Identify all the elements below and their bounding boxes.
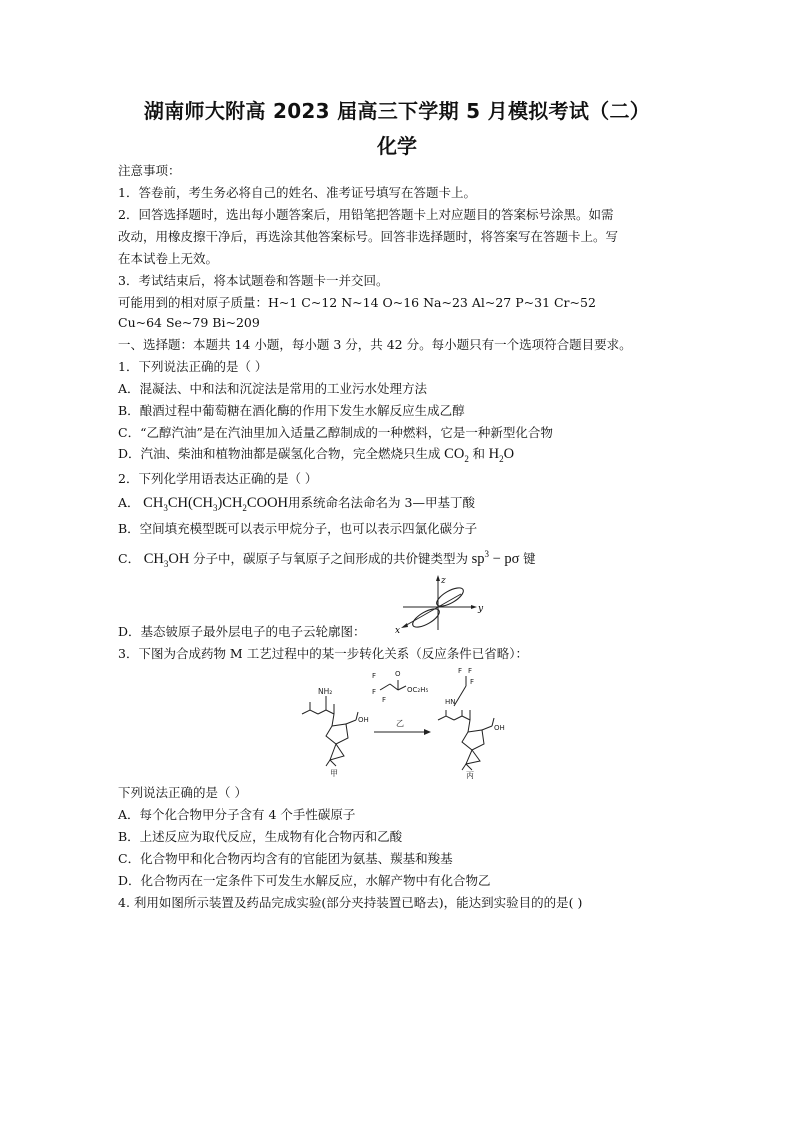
orbital-lobe-lower [410, 605, 442, 630]
compound-jia-label: 甲 [330, 769, 338, 778]
q3-option-a: A．每个化合物甲分子含有 4 个手性碳原子 [118, 807, 356, 822]
x-axis-label: x [395, 626, 401, 634]
x-arrow [401, 623, 408, 628]
notice-item-2-line-2: 改动，用橡皮擦干净后，再选涂其他答案标号。回答非选择题时，将答案写在答题卡上。写 [118, 229, 619, 244]
q2-option-b: B．空间填充模型既可以表示甲烷分子，也可以表示四氯化碳分子 [118, 521, 478, 536]
notice-item-2-line-1: 2．回答选择题时，选出每小题答案后，用铅笔把答题卡上对应题目的答案标号涂黑。如需 [118, 207, 614, 222]
q2-option-a: A． $CH_3CH(CH_3)CH_2COOH$用系统命名法命名为 3—甲基丁酸 [118, 495, 475, 513]
q1-option-d: D．汽油、柴油和植物油都是碳氢化合物，完全燃烧只生成 $CO_2$ 和 $H_2O$ [118, 446, 515, 464]
notice-header: 注意事项： [118, 163, 181, 178]
notice-item-2-line-3: 在本试卷上无效。 [118, 251, 219, 266]
z-arrow [436, 575, 440, 581]
amino-label: NH₂ [318, 687, 333, 696]
q2-option-c: C． $CH_3OH$ 分子中，碳原子与氧原子之间形成的共价键类型为 $sp^3 - p\sigma$ 键 [118, 549, 536, 569]
orbital-lobe-upper [434, 584, 466, 609]
compound-jia [302, 696, 358, 766]
q2-stem: 2．下列化学用语表达正确的是（ ） [118, 471, 318, 486]
compound-bing [438, 676, 494, 770]
q3-stem: 3．下图为合成药物 M 工艺过程中的某一步转化关系（反应条件已省略）： [118, 646, 528, 661]
cf3-f3: F [470, 678, 475, 686]
notice-item-1: 1．答卷前，考生务必将自己的姓名、准考证号填写在答题卡上。 [118, 185, 476, 200]
atomic-masses-line-2: Cu~64 Se~79 Bi~209 [118, 315, 260, 330]
q3-option-d: D．化合物丙在一定条件下可发生水解反应，水解产物中有化合物乙 [118, 873, 491, 888]
q1-stem: 1．下列说法正确的是（ ） [118, 359, 268, 374]
reagent-o: O [395, 670, 401, 678]
reagent-f2: F [372, 688, 377, 696]
p-orbital-diagram [395, 574, 487, 634]
cf3-f2: F [468, 667, 473, 675]
q2-option-d: D．基态铍原子最外层电子的电子云轮廓图： [118, 624, 366, 639]
acid-oh-label-bing: OH [494, 724, 505, 732]
q4-stem: 4. 利用如图所示装置及药品完成实验(部分夹持装置已略去)，能达到实验目的的是( ) [118, 895, 583, 910]
y-axis-label: y [478, 604, 484, 614]
reagent-f1: F [372, 672, 377, 680]
reagent-f3: F [382, 696, 387, 704]
reaction-arrowhead [424, 729, 431, 735]
reagent-yi [380, 680, 406, 690]
q1-option-a: A．混凝法、中和法和沉淀法是常用的工业污水处理方法 [118, 381, 428, 396]
x-axis [403, 594, 461, 627]
q1-option-c: C．“乙醇汽油”是在汽油里加入适量乙醇制成的一种燃料，它是一种新型化合物 [118, 425, 553, 440]
amide-hn-label: HN [445, 698, 456, 706]
atomic-masses-line-1: 可能用到的相对原子质量：H~1 C~12 N~14 O~16 Na~23 Al~27 P~31 Cr~52 [118, 295, 596, 310]
acid-oh-label-jia: OH [358, 716, 369, 724]
z-axis-label: z [441, 576, 446, 586]
notice-item-3: 3．考试结束后，将本试题卷和答题卡一并交回。 [118, 273, 389, 288]
q3-prompt: 下列说法正确的是（ ） [118, 785, 247, 800]
q1-option-b: B．酿酒过程中葡萄糖在酒化酶的作用下发生水解反应生成乙醇 [118, 403, 465, 418]
compound-bing-label: 丙 [466, 771, 474, 780]
reagent-label: 乙 [396, 719, 404, 728]
reaction-scheme [290, 664, 530, 780]
cf3-f1: F [458, 667, 463, 675]
page-title: 湖南师大附高 2023 届高三下学期 5 月模拟考试（二） [143, 99, 651, 123]
section-heading: 一、选择题：本题共 14 小题，每小题 3 分，共 42 分。每小题只有一个选项符合题目要求。 [118, 337, 632, 352]
subject-title: 化学 [377, 134, 417, 158]
q3-option-c: C．化合物甲和化合物丙均含有的官能团为氨基、羰基和羧基 [118, 851, 453, 866]
y-arrow [471, 605, 477, 609]
reagent-oc2h5: OC₂H₅ [407, 686, 429, 694]
q3-option-b: B．上述反应为取代反应，生成物有化合物丙和乙酸 [118, 829, 403, 844]
